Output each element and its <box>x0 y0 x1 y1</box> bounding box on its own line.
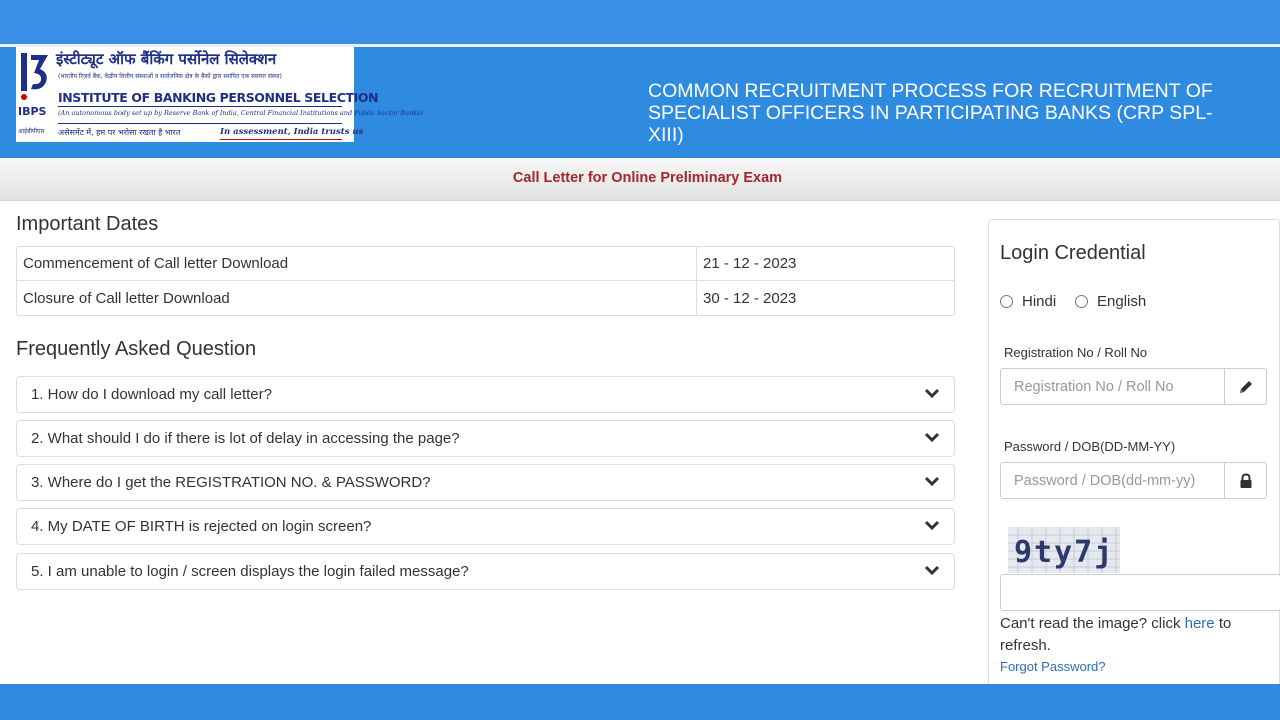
language-label-hindi: Hindi <box>1022 293 1057 310</box>
captcha-text: 9ty7j <box>1014 535 1115 570</box>
logo-hindi-subtitle: (भारतीय रिज़र्व बैंक, केंद्रीय वित्तीय संस्थाओं व सार्वजनिक क्षेत्र के बैंकों द्वारा स्थापित एक स्वायत्त संस्था) <box>58 73 282 80</box>
captcha-refresh-text <box>1000 613 1270 657</box>
faq-question: 5. I am unable to login / screen displays the login failed message? <box>31 563 469 580</box>
logo-divider <box>58 123 342 124</box>
logo-hindi-name: इंस्टीट्यूट ऑफ बैंकिंग पर्सोनेल सिलेक्शन <box>56 50 277 68</box>
password-label: Password / DOB(DD-MM-YY) <box>1004 439 1176 454</box>
logo-tagline-underline <box>220 139 342 140</box>
ibps-logo <box>16 47 424 142</box>
faq-question: 3. Where do I get the REGISTRATION NO. & PASSWORD? <box>31 474 431 491</box>
password-input[interactable] <box>1000 462 1225 499</box>
footer-bar <box>0 684 1280 720</box>
chevron-down-icon <box>924 387 940 401</box>
chevron-down-icon <box>924 564 940 578</box>
forgot-password-link[interactable]: Forgot Password? <box>1000 659 1106 674</box>
pencil-icon <box>1238 379 1254 395</box>
login-panel <box>988 219 1280 689</box>
registration-addon <box>1224 368 1267 405</box>
faq-item[interactable] <box>16 420 955 457</box>
captcha-image <box>1008 527 1120 573</box>
sub-header-title: Call Letter for Online Preliminary Exam <box>512 170 783 186</box>
chevron-down-icon <box>924 431 940 445</box>
page-title: COMMON RECRUITMENT PROCESS FOR RECRUITMENT OF SPECIALIST OFFICERS IN PARTICIPATING BANKS (CRP SPL-XIII) <box>648 80 1213 146</box>
chevron-down-icon <box>924 519 940 533</box>
faq-item[interactable] <box>16 508 955 545</box>
login-title: Login Credential <box>1000 242 1146 264</box>
date-label: Closure of Call letter Download <box>23 289 230 307</box>
lock-icon <box>1238 473 1254 489</box>
refresh-captcha-link[interactable]: here <box>1184 615 1215 632</box>
important-dates-heading: Important Dates <box>16 213 159 235</box>
date-label: Commencement of Call letter Download <box>17 247 696 281</box>
language-label-english: English <box>1097 293 1147 310</box>
captcha-input[interactable] <box>1000 574 1280 611</box>
chevron-down-icon <box>924 475 940 489</box>
faq-item[interactable] <box>16 464 955 501</box>
table-row <box>17 281 954 315</box>
date-value: 21 - 12 - 2023 <box>696 247 954 281</box>
svg-text:आईबीपीएस: आईबीपीएस <box>18 128 45 135</box>
faq-item[interactable] <box>16 553 955 590</box>
logo-tagline-hindi: असेसमेंट में, हम पर भरोसा रखता है भारत <box>58 128 181 137</box>
registration-input[interactable] <box>1000 368 1225 405</box>
logo-english-subtitle: (An autonomous body set up by Reserve Bank of India, Central Financial Institutions and Public Sector Banks) <box>58 109 424 117</box>
date-value: 30 - 12 - 2023 <box>696 281 954 315</box>
table-row <box>17 247 954 281</box>
faq-question: 4. My DATE OF BIRTH is rejected on login screen? <box>31 518 372 535</box>
password-addon <box>1224 462 1267 499</box>
refresh-suffix: to refresh. <box>1000 615 1232 654</box>
logo-divider <box>58 106 342 107</box>
svg-text:IBPS: IBPS <box>18 105 47 118</box>
sub-header <box>0 158 1280 201</box>
language-radio-english[interactable] <box>1075 295 1088 308</box>
registration-label: Registration No / Roll No <box>1004 345 1148 360</box>
top-bar <box>0 0 1280 44</box>
important-dates-table <box>16 246 955 316</box>
faq-question: 1. How do I download my call letter? <box>31 386 272 403</box>
site-header <box>0 47 1280 158</box>
refresh-prefix: Can't read the image? click <box>1000 615 1185 632</box>
faq-item[interactable] <box>16 376 955 413</box>
logo-english-name: INSTITUTE OF BANKING PERSONNEL SELECTION <box>58 90 379 105</box>
language-radio-hindi[interactable] <box>1000 295 1013 308</box>
logo-tagline-english: In assessment, India trusts us <box>220 127 364 137</box>
faq-heading: Frequently Asked Question <box>16 338 257 360</box>
ibps-emblem-icon <box>18 51 52 139</box>
faq-question: 2. What should I do if there is lot of delay in accessing the page? <box>31 430 460 447</box>
